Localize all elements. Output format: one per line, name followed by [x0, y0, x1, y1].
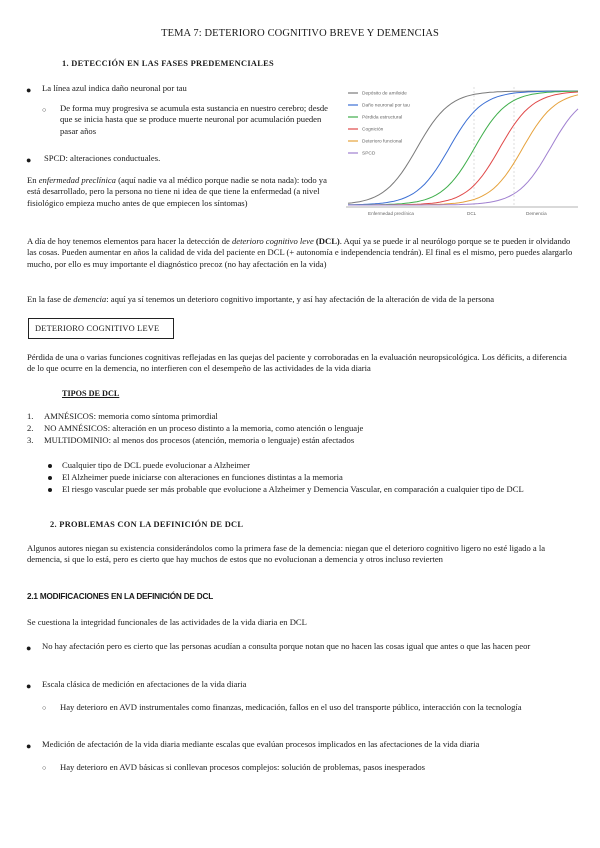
bullet-icon: [48, 476, 52, 480]
bullet-icon: ●: [26, 681, 32, 691]
section-2-heading: 2. PROBLEMAS CON LA DEFINICIÓN DE DCL: [50, 520, 244, 529]
legend-label-3: Cognición: [362, 127, 384, 133]
bullet-icon: ●: [26, 643, 32, 653]
list-number: 2.: [27, 423, 34, 433]
legend-label-2: Pérdida estructural: [362, 115, 403, 121]
circle-bullet-icon: ○: [42, 106, 47, 114]
dcl-bullet-2: El Alzheimer puede iniciarse con alteraciones en funciones distintas a la memoria: [62, 472, 343, 482]
x-label-demencia: Demencia: [526, 211, 547, 216]
s2-bullet-3-sub: Hay deterioro en AVD básicas si conllevan procesos complejos: solución de problemas, pasos inesperados: [60, 762, 425, 772]
s1-bullet-2: SPCD: alteraciones conductuales.: [44, 153, 161, 163]
s2-bullet-2-sub: Hay deterioro en AVD instrumentales como finanzas, medicación, fallos en el uso del transporte público, interacción con la tecnología: [60, 702, 522, 712]
dcl-boxed-heading: DETERIORO COGNITIVO LEVE: [28, 318, 174, 339]
bullet-icon: ●: [26, 155, 32, 165]
tipo-amnesicos: AMNÉSICOS: memoria como síntoma primordial: [44, 411, 218, 421]
bullet-icon: ●: [26, 741, 32, 751]
x-label-dcl: DCL: [467, 211, 477, 216]
legend-label-0: Depósito de amiloide: [362, 91, 407, 97]
tipos-dcl-heading: TIPOS DE DCL: [62, 389, 120, 398]
circle-bullet-icon: ○: [42, 704, 47, 712]
dcl-bullet-3: El riesgo vascular puede ser más probable que evolucione a Alzheimer y Demencia Vascular, en comparación a cualquier tipo de DCL: [62, 484, 524, 494]
s2-bullet-3: Medición de afectación de la vida diaria mediante escalas que evalúan procesos implicados en las afectaciones de la vida diaria: [42, 739, 480, 749]
x-label-preclinica: Enfermedad preclínica: [368, 211, 414, 216]
legend-label-5: SPCD: [362, 151, 376, 157]
s1-para-demencia: En la fase de demencia: aquí ya sí tenemos un deterioro cognitivo importante, y así hay afectación de la alteración de vida de la persona: [27, 294, 495, 304]
bullet-icon: [48, 464, 52, 468]
dcl-bullet-1: Cualquier tipo de DCL puede evolucionar a Alzheimer: [62, 460, 250, 470]
disease-progression-chart: [338, 83, 582, 220]
bullet-icon: [48, 488, 52, 492]
s1-bullet-1: La línea azul indica daño neuronal por tau: [42, 83, 187, 93]
s2-bullet-1: No hay afectación pero es cierto que las personas acudían a consulta porque notan que no hacen las cosas igual que antes o que las hacen peor: [42, 641, 531, 651]
page-title: TEMA 7: DETERIORO COGNITIVO BREVE Y DEMENCIAS: [161, 28, 439, 39]
legend-label-4: Deterioro funcional: [362, 139, 403, 145]
list-number: 3.: [27, 435, 34, 445]
dcl-definition: Pérdida de una o varias funciones cognitivas reflejadas en las quejas del paciente y corroboradas en la evaluación neuropsicológica. Los déficits, a diferencia de lo que ocurre en la demencia, no interfieren con el desempeño de las actividades de la vida diaria: [27, 352, 567, 374]
tipo-no-amnesicos: NO AMNÉSICOS: alteración en un proceso distinto a la memoria, como atención o lenguaje: [44, 423, 364, 433]
s2-para-2: Se cuestiona la integridad funcionales de las actividades de la vida diaria en DCL: [27, 617, 307, 627]
circle-bullet-icon: ○: [42, 764, 47, 772]
s1-para-preclinica: En enfermedad preclínica (aquí nadie va al médico porque nadie se nota nada): todo ya está desarrollado, pero la persona no tiene ni idea de que tiene la enfermedad (a nivel fisiológico empieza mucho antes de que empiecen los síntomas): [27, 175, 327, 208]
section-1-heading: 1. DETECCIÓN EN LAS FASES PREDEMENCIALES: [62, 59, 274, 68]
subsection-2-1-heading: 2.1 MODIFICACIONES EN LA DEFINICIÓN DE DCL: [27, 592, 213, 601]
s2-bullet-2: Escala clásica de medición en afectaciones de la vida diaria: [42, 679, 247, 689]
s1-bullet-1-sub: De forma muy progresiva se acumula esta sustancia en nuestro cerebro; desde que se inicia hasta que se produce muerte neuronal por acumulación pueden pasar años: [60, 103, 328, 136]
s2-para: Algunos autores niegan su existencia considerándolos como la primera fase de la demencia: niegan que el deterioro cognitivo ligero no esté ligado a la demencia, si que lo está, pero es cierto que hay muchos de estos que no evolucionan a demencia y otros incluso revierten: [27, 543, 546, 565]
s1-para-dcl: A día de hoy tenemos elementos para hacer la detección de deterioro cognitivo leve (DCL). Aquí ya se puede ir al neurólogo porque se te pueden ir olvidando las cosas. Pueden aumentar en años la calidad de vida del paciente en DCL (+ autonomía e independencia tendrán). El final es el mismo, pero puedes alargarlo mucho, por ello es muy importante el diagnóstico precoz (no hay afectación en la vida): [27, 236, 573, 269]
legend-label-1: Daño neuronal por tau: [362, 103, 410, 109]
bullet-icon: ●: [26, 85, 32, 95]
tipo-multidominio: MULTIDOMINIO: al menos dos procesos (atención, memoria o lenguaje) están afectados: [44, 435, 355, 445]
list-number: 1.: [27, 411, 34, 421]
